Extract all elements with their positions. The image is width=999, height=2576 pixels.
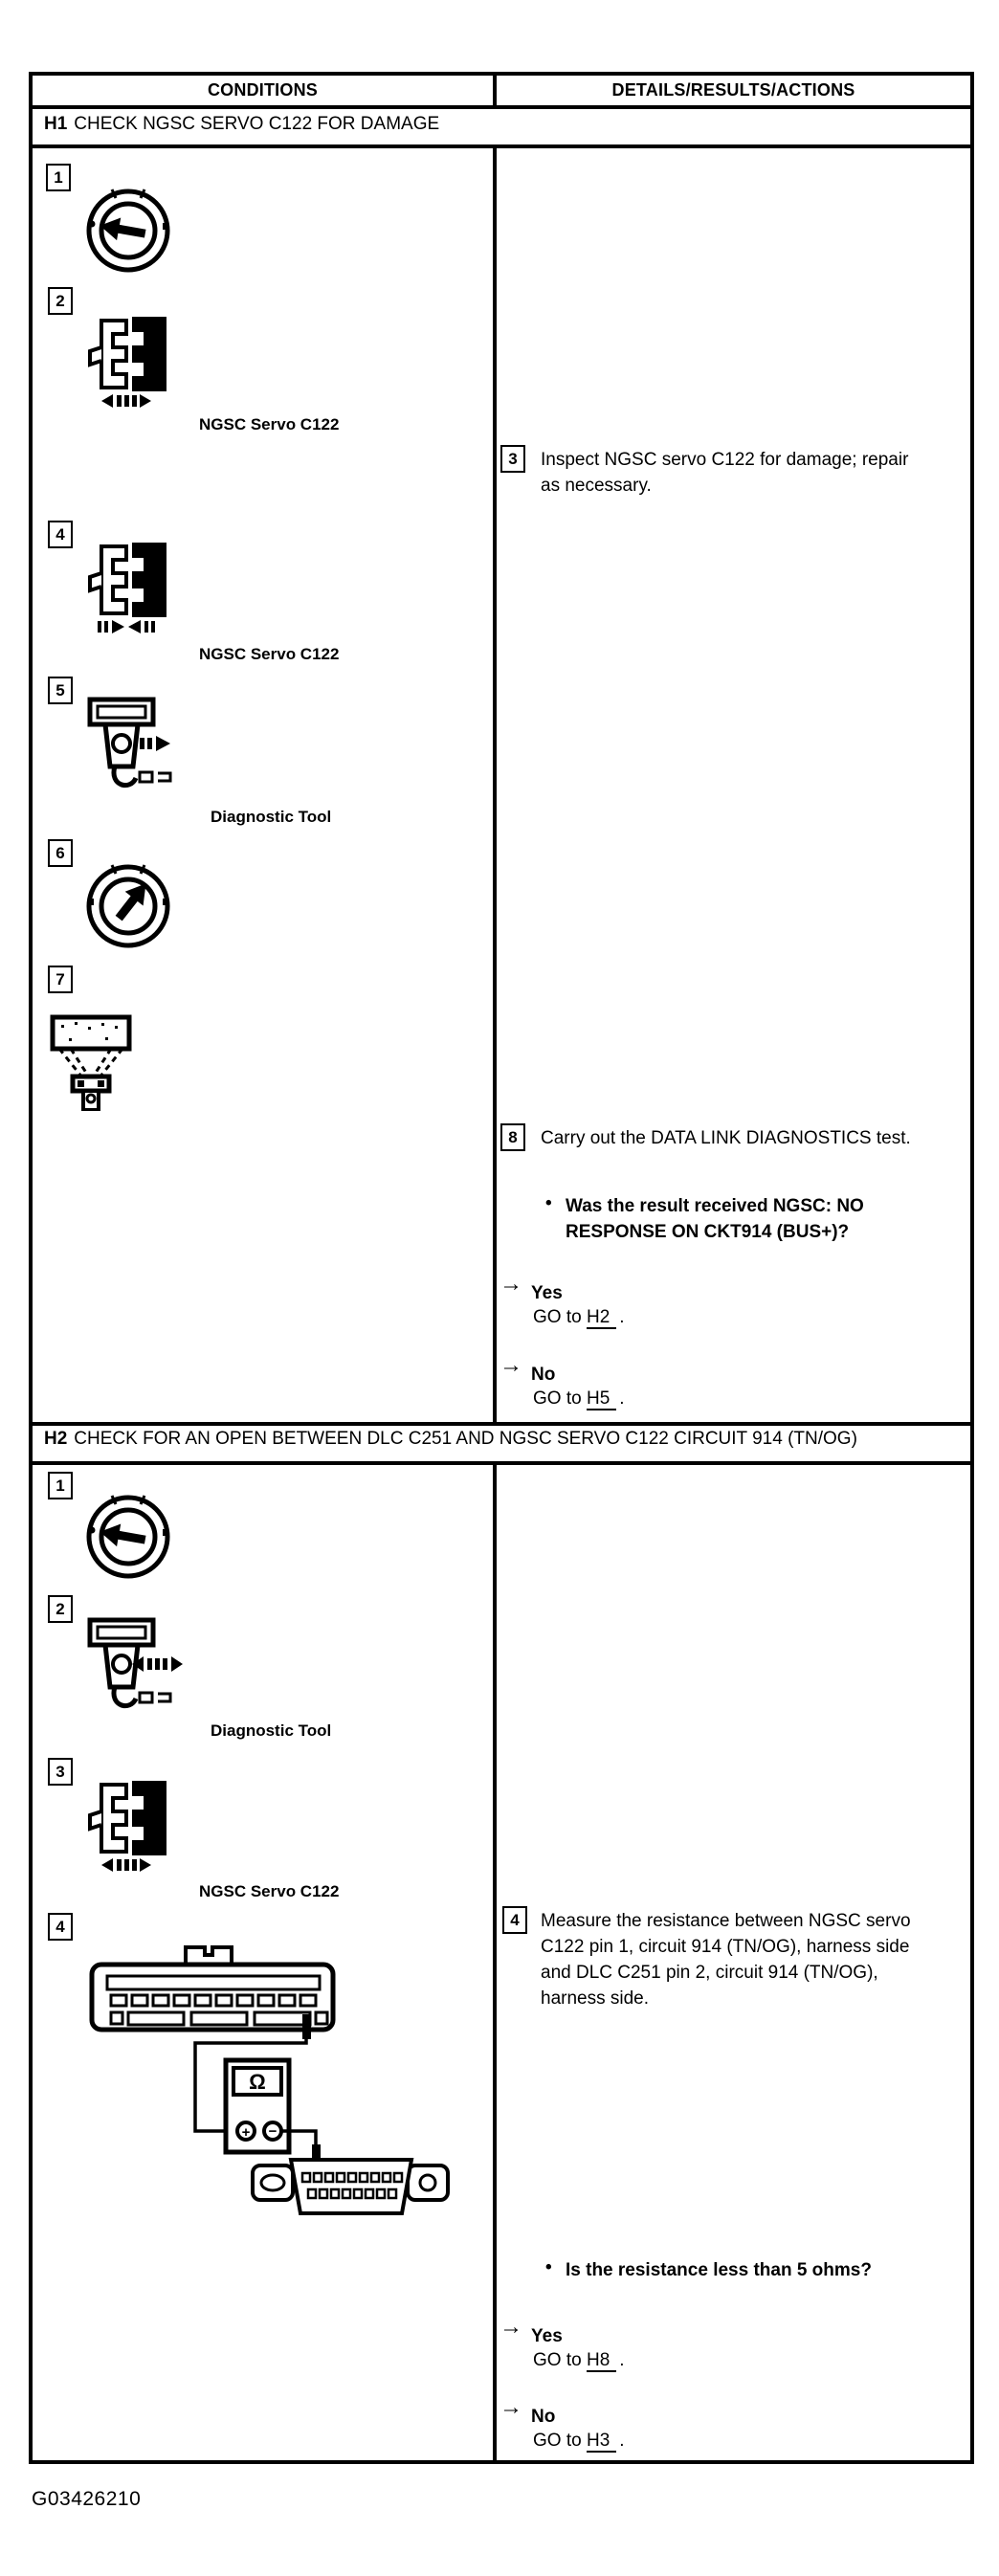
result-yes-label: Yes: [531, 2326, 563, 2346]
step-number-box: 4: [48, 521, 73, 548]
column-divider: [493, 1465, 497, 2460]
action-line: harness side.: [541, 1988, 650, 2009]
action-line: C122 pin 1, circuit 914 (TN/OG), harness side: [541, 1937, 910, 1957]
column-header-conditions: CONDITIONS: [207, 80, 318, 100]
step-number-box: 1: [48, 1472, 73, 1499]
result-arrow-icon: →: [500, 2394, 522, 2420]
goto-link-h8[interactable]: H8: [587, 2350, 616, 2372]
step-number-box: 2: [48, 1595, 73, 1623]
pinpoint-test-table: [29, 72, 974, 2464]
goto-text: GO to: [533, 2431, 582, 2451]
action-line: Carry out the DATA LINK DIAGNOSTICS test.: [541, 1128, 911, 1148]
action-line: and DLC C251 pin 2, circuit 914 (TN/OG),: [541, 1963, 878, 1983]
result-arrow-icon: →: [500, 2314, 522, 2340]
step-number-box: 6: [48, 839, 73, 867]
goto-row: [533, 1388, 625, 1410]
row-divider: [33, 105, 970, 109]
bullet-icon: •: [545, 2257, 552, 2277]
step-number-box: 5: [48, 677, 73, 704]
action-number-box: 8: [500, 1123, 525, 1151]
svg-text:+: +: [241, 2124, 251, 2141]
svg-text:Ω: Ω: [249, 2070, 266, 2094]
condition-label: NGSC Servo C122: [199, 1882, 340, 1900]
row-divider: [33, 1461, 970, 1465]
step-number-box: 2: [48, 287, 73, 315]
condition-label: Diagnostic Tool: [211, 808, 332, 826]
action-line: as necessary.: [541, 476, 652, 496]
result-arrow-icon: →: [500, 1352, 522, 1378]
goto-link-h2[interactable]: H2: [587, 1307, 616, 1329]
diagnostic-tool-disconnect-icon: [82, 1616, 193, 1720]
action-number-box: 3: [500, 445, 525, 473]
section-h1-text: CHECK NGSC SERVO C122 FOR DAMAGE: [74, 114, 440, 134]
goto-row: [533, 2350, 625, 2371]
bullet-icon: •: [545, 1193, 552, 1213]
goto-period: .: [619, 1388, 625, 1409]
goto-text: GO to: [533, 1307, 582, 1327]
column-divider: [493, 76, 497, 105]
section-h1-code: H1: [44, 114, 68, 134]
question-line: RESPONSE ON CKT914 (BUS+)?: [566, 1222, 850, 1242]
result-arrow-icon: →: [500, 1271, 522, 1297]
result-yes-label: Yes: [531, 1283, 563, 1303]
goto-text: GO to: [533, 2350, 582, 2370]
goto-row: [533, 1307, 625, 1328]
ignition-key-on-icon: [86, 858, 170, 950]
condition-label: NGSC Servo C122: [199, 645, 340, 663]
action-line: Inspect NGSC servo C122 for damage; repair: [541, 450, 909, 470]
connector-connect-icon: [82, 539, 170, 634]
goto-period: .: [619, 2350, 625, 2370]
connector-disconnect-icon: [82, 1777, 170, 1873]
section-h2-code: H2: [44, 1429, 68, 1449]
action-number-box: 4: [502, 1906, 527, 1934]
connector-disconnect-icon: [82, 313, 170, 409]
goto-link-h5[interactable]: H5: [587, 1388, 616, 1410]
svg-text:−: −: [268, 2123, 278, 2140]
question-line: Is the resistance less than 5 ohms?: [566, 2260, 872, 2280]
action-line: Measure the resistance between NGSC servo: [541, 1911, 911, 1931]
condition-label: NGSC Servo C122: [199, 415, 340, 433]
goto-period: .: [619, 2431, 625, 2451]
step-number-box: 4: [48, 1913, 73, 1941]
result-no-label: No: [531, 2407, 556, 2427]
goto-period: .: [619, 1307, 625, 1327]
column-header-details: DETAILS/RESULTS/ACTIONS: [611, 80, 855, 100]
section-divider: [33, 1422, 970, 1426]
condition-label: Diagnostic Tool: [211, 1721, 332, 1740]
step-number-box: 1: [46, 164, 71, 191]
figure-code: G03426210: [32, 2488, 142, 2510]
step-number-box: 7: [48, 966, 73, 993]
result-no-label: No: [531, 1365, 556, 1385]
column-divider: [493, 148, 497, 1422]
goto-text: GO to: [533, 1388, 582, 1409]
diagnostic-tool-connect-icon: [82, 696, 188, 799]
data-display-icon: [50, 1013, 132, 1111]
section-h1-title: [44, 114, 439, 135]
goto-link-h3[interactable]: H3: [587, 2431, 616, 2453]
question-line: Was the result received NGSC: NO: [566, 1196, 864, 1216]
section-h2-text: CHECK FOR AN OPEN BETWEEN DLC C251 AND NGSC SERVO C122 CIRCUIT 914 (TN/OG): [74, 1429, 857, 1449]
section-h2-title: [44, 1429, 857, 1450]
ignition-key-off-icon: [86, 183, 170, 275]
goto-row: [533, 2431, 625, 2452]
resistance-measurement-diagram: [52, 1938, 454, 2221]
row-divider: [33, 144, 970, 148]
ignition-key-off-icon: [86, 1489, 170, 1581]
step-number-box: 3: [48, 1758, 73, 1786]
